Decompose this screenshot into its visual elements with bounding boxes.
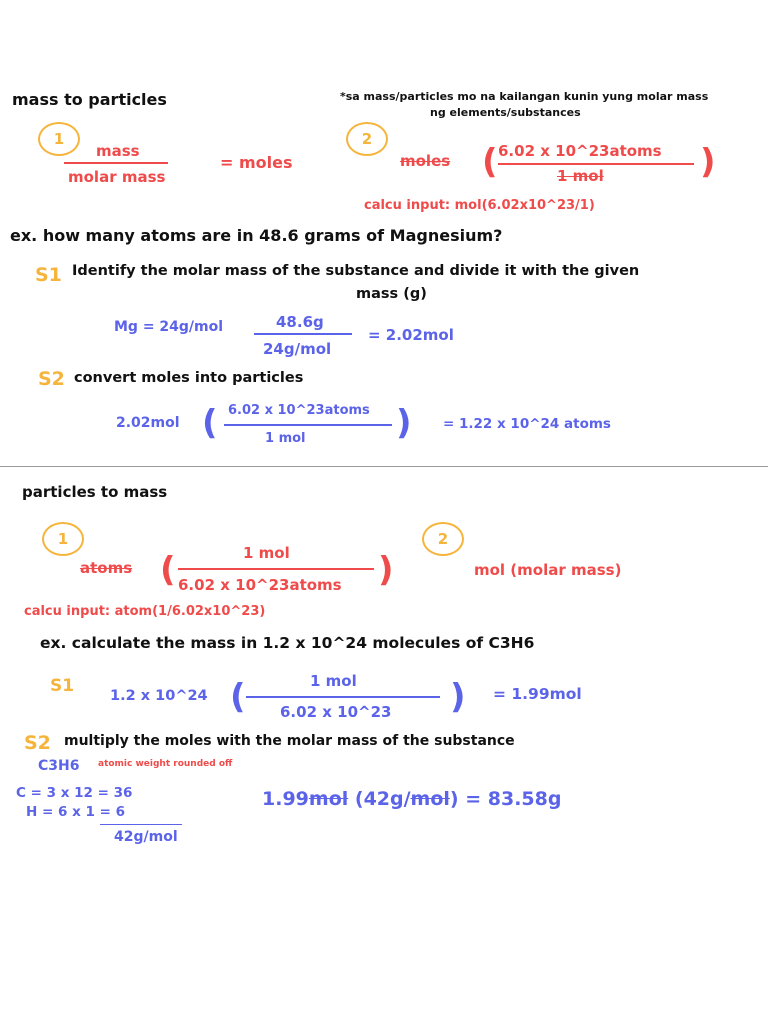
carbon-calculation: C = 3 x 12 = 36: [16, 785, 133, 801]
mg-molar-mass: Mg = 24g/mol: [114, 319, 224, 335]
compound-name: C3H6: [38, 758, 80, 774]
step-1-result: = moles: [220, 153, 293, 172]
s2-numerator: 6.02 x 10^23atoms: [228, 403, 370, 418]
note-line-1: *sa mass/particles mo na kailangan kunin yung molar mass: [340, 90, 709, 103]
s1-label: S1: [35, 264, 62, 286]
open-paren: (: [482, 142, 498, 182]
step-2-denominator: 1 mol: [557, 167, 604, 185]
calcu-input-2: calcu input: atom(1/6.02x10^23): [24, 604, 266, 619]
step-1-circle: 1: [42, 522, 84, 556]
hydrogen-calculation: H = 6 x 1 = 6: [26, 804, 126, 820]
s1-instruction-line-1: Identify the molar mass of the substance and divide it with the given: [72, 263, 640, 279]
fraction-bar: [246, 696, 440, 698]
s1-result: = 2.02mol: [368, 326, 454, 344]
s2-label: S2: [24, 732, 51, 754]
step-1-denominator: 6.02 x 10^23atoms: [178, 576, 342, 594]
example-2-question: ex. calculate the mass in 1.2 x 10^24 molecules of C3H6: [40, 634, 535, 652]
s2-label: S2: [38, 368, 65, 390]
s2-instruction: convert moles into particles: [74, 370, 304, 386]
section-title-mass-to-particles: mass to particles: [12, 90, 167, 109]
open-paren: (: [202, 403, 218, 443]
final-answer: 1.99mol (42g/mol) = 83.58g: [262, 788, 562, 810]
step-2-text: mol (molar mass): [474, 561, 622, 579]
step-2-circle: 2: [422, 522, 464, 556]
step-1-numerator: mass: [96, 142, 140, 160]
s2-denominator: 1 mol: [265, 431, 306, 446]
s1-numerator: 48.6g: [276, 313, 324, 331]
section-title-particles-to-mass: particles to mass: [22, 483, 168, 501]
note-line-2: ng elements/substances: [430, 106, 581, 119]
close-paren: ): [378, 550, 394, 590]
molar-mass-total: 42g/mol: [114, 829, 178, 845]
fraction-bar: [254, 333, 352, 335]
fraction-bar: [178, 568, 374, 570]
s2-instruction: multiply the moles with the molar mass of the substance: [64, 733, 515, 749]
fraction-bar: [64, 162, 168, 164]
step-1-circle: 1: [38, 122, 80, 156]
step-1-atoms: atoms: [80, 559, 133, 577]
sum-bar: [100, 824, 182, 825]
open-paren: (: [230, 677, 246, 717]
step-1-numerator: 1 mol: [243, 544, 290, 562]
step-2-circle: 2: [346, 122, 388, 156]
open-paren: (: [160, 550, 176, 590]
s1-instruction-line-2: mass (g): [356, 286, 427, 302]
s1-left: 1.2 x 10^24: [110, 688, 208, 704]
atomic-weight-note: atomic weight rounded off: [98, 759, 233, 769]
s2-result: = 1.22 x 10^24 atoms: [443, 416, 611, 432]
fraction-bar: [224, 424, 392, 426]
section-divider: [0, 466, 768, 467]
step-1-denominator: molar mass: [68, 168, 166, 186]
close-paren: ): [396, 403, 412, 443]
calcu-input-1: calcu input: mol(6.02x10^23/1): [364, 198, 595, 213]
fraction-bar: [498, 163, 694, 165]
s1-denominator: 6.02 x 10^23: [280, 703, 392, 721]
s1-label: S1: [50, 676, 75, 696]
close-paren: ): [700, 142, 716, 182]
close-paren: ): [450, 677, 466, 717]
step-2-moles: moles: [400, 152, 451, 170]
s1-numerator: 1 mol: [310, 672, 357, 690]
s2-left: 2.02mol: [116, 415, 180, 431]
s1-result: = 1.99mol: [493, 685, 582, 703]
step-2-numerator: 6.02 x 10^23atoms: [498, 142, 662, 160]
example-1-question: ex. how many atoms are in 48.6 grams of Magnesium?: [10, 226, 503, 245]
s1-denominator: 24g/mol: [263, 340, 332, 358]
